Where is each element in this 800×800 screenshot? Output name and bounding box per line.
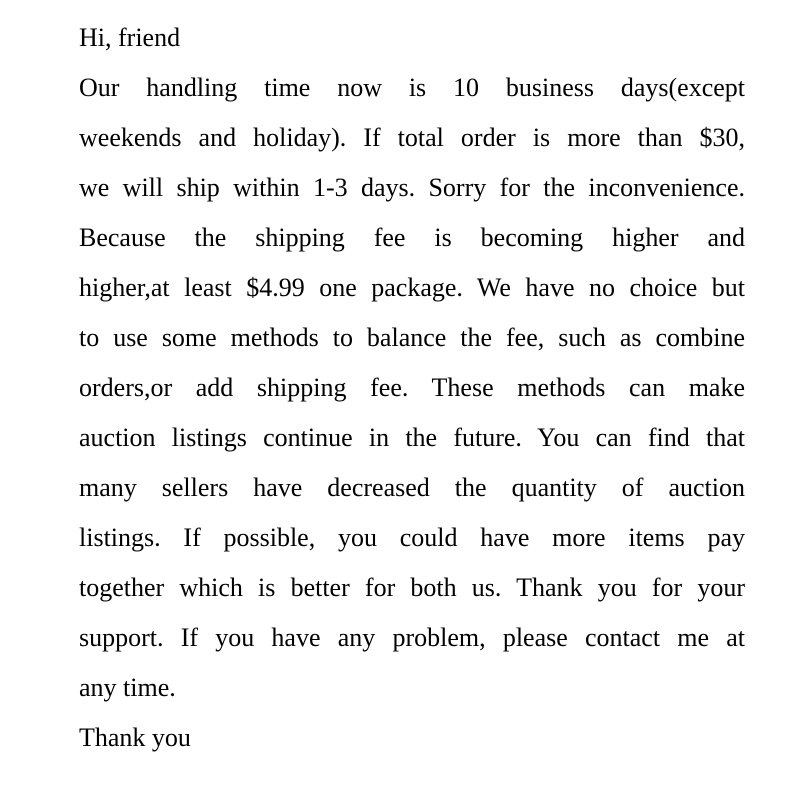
body-line: orders,or add shipping fee. These methods can make — [79, 373, 745, 402]
body-line: we will ship within 1-3 days. Sorry for the inconvenience. — [79, 173, 745, 202]
greeting-line: Hi, friend — [79, 23, 181, 52]
seller-notice — [79, 13, 745, 763]
closing-line: Thank you — [79, 723, 191, 752]
body-line: together which is better for both us. Thank you for your — [79, 573, 745, 602]
body-line: auction listings continue in the future. You can find that — [79, 423, 745, 452]
body-line: weekends and holiday). If total order is more than $30, — [79, 123, 745, 152]
body-line: any time. — [79, 673, 176, 702]
body-line: higher,at least $4.99 one package. We have no choice but — [79, 273, 745, 302]
body-line: many sellers have decreased the quantity of auction — [79, 473, 745, 502]
body-line: to use some methods to balance the fee, such as combine — [79, 323, 745, 352]
body-line: listings. If possible, you could have more items pay — [79, 523, 745, 552]
body-line: Our handling time now is 10 business days(except — [79, 73, 745, 102]
body-line: Because the shipping fee is becoming higher and — [79, 223, 745, 252]
body-line: support. If you have any problem, please contact me at — [79, 623, 745, 652]
